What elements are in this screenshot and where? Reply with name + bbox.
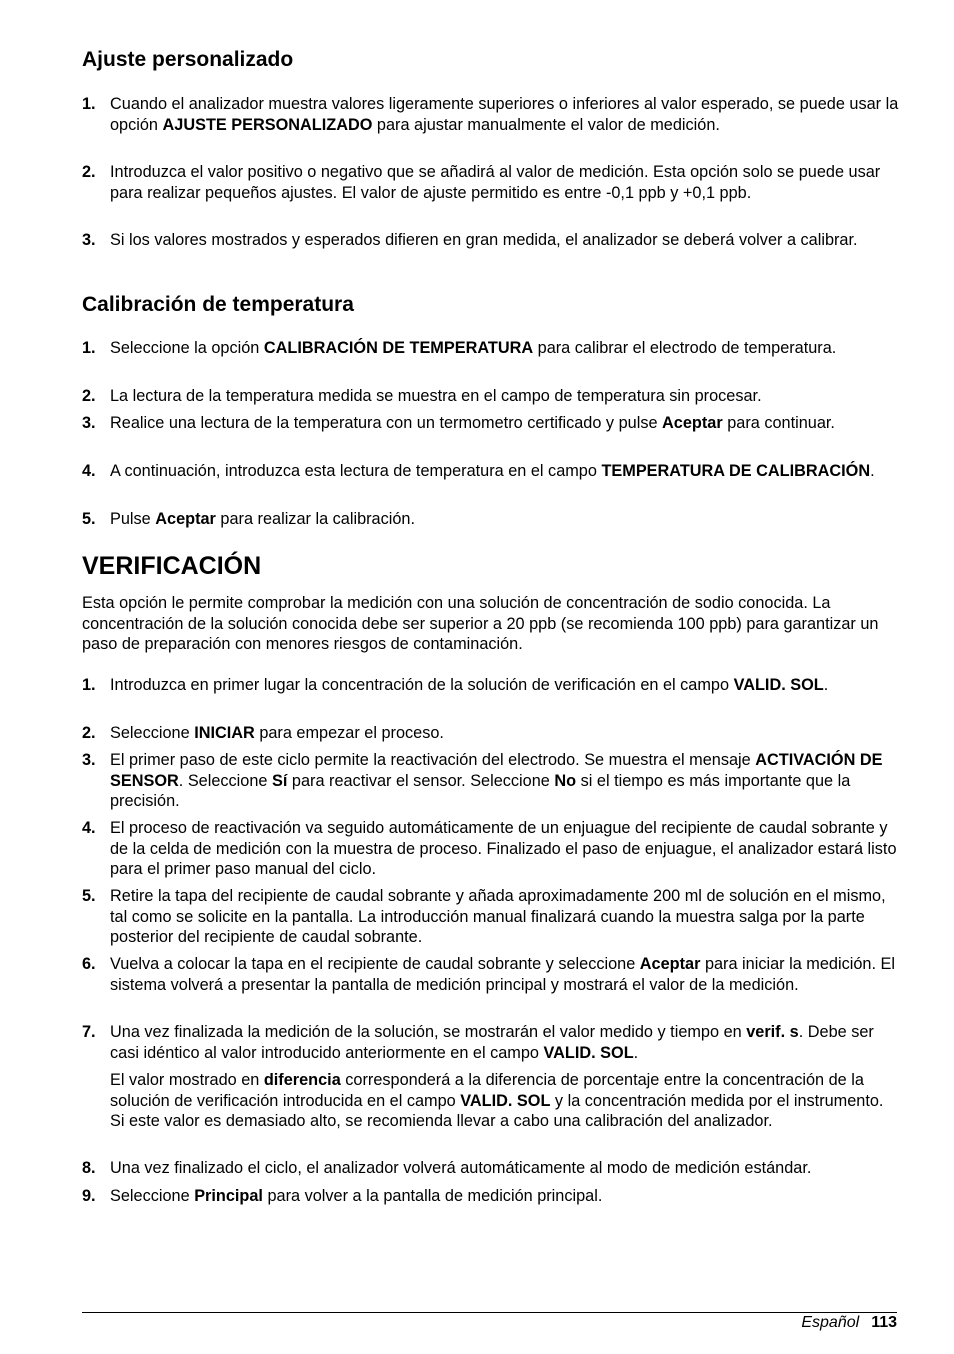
text-run: Si los valores mostrados y esperados difieren en gran medida, el analizador se deberá volver a calibrar.: [110, 231, 858, 249]
list-number: 2.: [82, 724, 96, 742]
bold-term: VALID. SOL: [733, 676, 824, 694]
text-run: Introduzca en primer lugar la concentración de la solución de verificación en el campo: [110, 676, 734, 694]
list-number: 3.: [82, 414, 96, 432]
list-number: 3.: [82, 231, 96, 249]
list-number: 5.: [82, 510, 96, 528]
list-text: [110, 954, 900, 995]
list-text: [110, 509, 900, 530]
text-run: para ajustar manualmente el valor de medición.: [372, 115, 720, 134]
bold-term: VALID. SOL: [543, 1043, 634, 1062]
list-number: 1.: [82, 676, 96, 694]
text-run: Vuelva a colocar la tapa en el recipiente de caudal sobrante y seleccione: [110, 955, 640, 973]
text-run: Pulse: [110, 510, 156, 528]
list-number: 6.: [82, 955, 96, 973]
intro-paragraph: Esta opción le permite comprobar la medición con una solución de concentración de sodio conocida. La concentración de la solución conocida debe ser superior a 20 ppb (se recomienda 100 ppb) para garantizar un paso de preparación con menores riesgos de contaminación.: [82, 594, 879, 653]
list-text: [110, 413, 900, 434]
text-run: para volver a la pantalla de medición principal.: [262, 1187, 603, 1205]
text-run: . Debe ser casi idéntico al valor introducido anteriormente en el campo: [110, 1023, 874, 1062]
text-run: Retire la tapa del recipiente de caudal sobrante y añada aproximadamente 200 ml de solución en el mismo, tal como se solicite en la pantalla. La introducción manual finalizará cuando la muestra salga por la parte posterior del recipiente de caudal sobrante.: [110, 887, 886, 946]
text-run: El primer paso de este ciclo permite la reactivación del electrodo. Se muestra el mensaje: [110, 751, 756, 769]
heading-ajuste-personalizado: Ajuste personalizado: [82, 48, 294, 71]
footer-language: Español: [801, 1314, 860, 1331]
list-text: [110, 723, 900, 744]
text-run: corresponderá a la diferencia de porcentaje entre la concentración de la solución de verificación introducida en el campo: [110, 1071, 864, 1110]
bold-term: VALID. SOL: [460, 1091, 551, 1110]
list-number: 1.: [82, 339, 96, 357]
list-number: 2.: [82, 387, 96, 405]
text-run: .: [870, 462, 875, 480]
list-text: [110, 461, 900, 482]
text-run: Realice una lectura de la temperatura con un termometro certificado y pulse: [110, 414, 663, 432]
list-number: 4.: [82, 462, 96, 480]
heading-calibracion-temperatura: Calibración de temperatura: [82, 293, 354, 316]
text-run: Una vez finalizado el ciclo, el analizador volverá automáticamente al modo de medición estándar.: [110, 1159, 812, 1177]
bold-term: ACTIVACIÓN DE SENSOR: [110, 751, 883, 790]
text-run: Cuando el analizador muestra valores ligeramente superiores o inferiores al valor esperado, se puede usar la opción: [110, 95, 899, 134]
list-text: [110, 338, 900, 359]
footer-divider: [82, 1312, 897, 1313]
bold-term: Aceptar: [639, 955, 701, 973]
list-text: [110, 886, 900, 948]
text-run: para reactivar el sensor. Seleccione: [287, 771, 555, 790]
list-number: 5.: [82, 887, 96, 905]
list-number: 2.: [82, 163, 96, 181]
list-text: [110, 230, 900, 251]
list-number: 4.: [82, 819, 96, 837]
bold-term: CALIBRACIÓN DE TEMPERATURA: [263, 339, 534, 357]
list-text: [110, 162, 900, 203]
bold-term: No: [554, 771, 577, 790]
bold-term: Sí: [272, 771, 288, 790]
text-run: El valor mostrado en: [110, 1071, 264, 1089]
text-run: Introduzca el valor positivo o negativo que se añadirá al valor de medición. Esta opción solo se puede usar para realizar pequeños ajustes. El valor de ajuste permitido es entre -0,1 ppb y +0,1 ppb.: [110, 163, 881, 202]
list-text: [110, 1022, 900, 1063]
list-text: [110, 1070, 900, 1132]
list-text: [110, 675, 900, 696]
text-run: .: [823, 676, 829, 694]
list-text: [110, 1158, 900, 1179]
list-number: 7.: [82, 1023, 96, 1041]
text-run: Seleccione la opción: [110, 339, 264, 357]
text-run: Una vez finalizada la medición de la solución, se mostrarán el valor medido y tiempo en: [110, 1023, 747, 1041]
text-run: . Seleccione: [178, 771, 272, 790]
page-number: 113: [871, 1314, 897, 1331]
text-run: Seleccione: [110, 1187, 195, 1205]
text-run: para calibrar el electrodo de temperatura.: [533, 339, 837, 357]
heading-verificacion: VERIFICACIÓN: [82, 552, 262, 580]
text-run: y la concentración medida por el instrumento. Si este valor es demasiado alto, se recomienda llevar a cabo una calibración del analizador.: [110, 1091, 884, 1130]
text-run: para realizar la calibración.: [215, 510, 415, 528]
text-run: para iniciar la medición. El sistema volverá a presentar la pantalla de medición principal y mostrará el valor de la medición.: [110, 955, 895, 994]
bold-term: verif. s: [746, 1023, 799, 1041]
text-run: A continuación, introduzca esta lectura de temperatura en el campo: [110, 462, 602, 480]
text-run: La lectura de la temperatura medida se muestra en el campo de temperatura sin procesar.: [110, 387, 762, 405]
list-text: [110, 1186, 900, 1207]
list-number: 9.: [82, 1187, 96, 1205]
bold-term: diferencia: [263, 1071, 341, 1089]
list-number: 8.: [82, 1159, 96, 1177]
text-run: Seleccione: [110, 724, 195, 742]
bold-term: AJUSTE PERSONALIZADO: [162, 115, 373, 134]
list-number: 3.: [82, 751, 96, 769]
list-text: [110, 94, 900, 135]
list-text: [110, 386, 900, 407]
bold-term: Principal: [194, 1187, 263, 1205]
text-run: para empezar el proceso.: [254, 724, 444, 742]
page-footer: [801, 1313, 897, 1333]
text-run: si el tiempo es más importante que la precisión.: [110, 771, 851, 810]
list-number: 1.: [82, 95, 96, 113]
list-text: [110, 818, 900, 880]
bold-term: TEMPERATURA DE CALIBRACIÓN: [601, 462, 871, 480]
bold-term: INICIAR: [194, 724, 255, 742]
text-run: para continuar.: [722, 414, 835, 432]
bold-term: Aceptar: [662, 414, 723, 432]
list-text: [110, 750, 900, 812]
text-run: .: [633, 1043, 639, 1062]
bold-term: Aceptar: [155, 510, 216, 528]
text-run: El proceso de reactivación va seguido automáticamente de un enjuague del recipiente de caudal sobrante y de la celda de medición con la muestra de proceso. Finalizado el paso de enjuague, el analizador estará listo para el primer paso manual del ciclo.: [110, 819, 897, 878]
